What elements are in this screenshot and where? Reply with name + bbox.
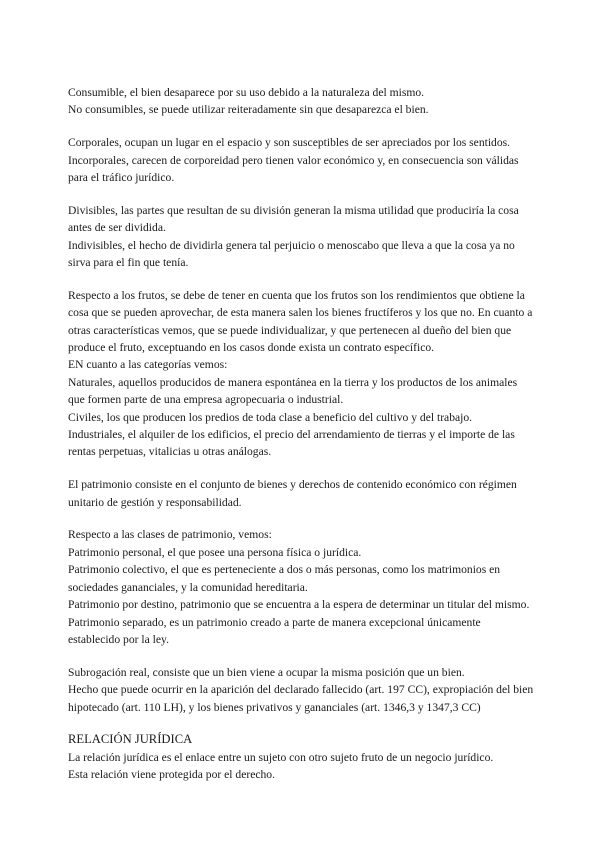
paragraph-hecho: Hecho que puede ocurrir en la aparición del declarado fallecido (art. 197 CC), expropiación del bien hipotecado (art. 110 LH), y los bienes privativos y gananciales (art. 1346,3 y 1347,3 CC) (68, 683, 534, 714)
consumable-goods-section (68, 84, 534, 119)
real-subrogation-section (68, 664, 534, 716)
patrimony-definition-section (68, 476, 534, 511)
paragraph-patrimonio-colectivo: Patrimonio colectivo, el que es perteneciente a dos o más personas, como los matrimonios en sociedades gananciales, y la comunidad hereditaria. (68, 563, 501, 594)
paragraph-proteccion: Esta relación viene protegida por el derecho. (68, 768, 275, 782)
paragraph-consumible: Consumible, el bien desaparece por su uso debido a la naturaleza del mismo. (68, 86, 425, 99)
paragraph-patrimonio-destino: Patrimonio por destino, patrimonio que se encuentra a la espera de determinar un titular del mismo. (68, 598, 530, 612)
paragraph-divisibles: Divisibles, las partes que resultan de su división generan la misma utilidad que produciría la cosa antes de ser dividida. (68, 203, 519, 235)
patrimony-classes-section (68, 526, 534, 648)
section-heading: RELACIÓN JURÍDICA (68, 732, 193, 747)
paragraph-civiles: Civiles, los que producen los predios de toda clase a beneficio del cultivo y del trabajo. (68, 410, 473, 424)
paragraph-frutos: Respecto a los frutos, se debe de tener en cuenta que los frutos son los rendimientos que obtiene la cosa que se pueden aprovechar, de esta manera salen los bienes fructíferos y los que no. En cuanto a otras características vemos, que se puede individualizar, y que pertenecen al dueño del bien que produce el fruto, exceptuando en los casos donde exista un contrato específico. (68, 288, 533, 355)
paragraph-patrimonio-personal: Patrimonio personal, el que posee una persona física o jurídica. (68, 545, 362, 559)
divisible-goods-section (68, 202, 534, 272)
paragraph-corporales: Corporales, ocupan un lugar en el espacio y son susceptibles de ser apreciados por los sentidos. (68, 136, 511, 150)
paragraph-subrogacion: Subrogación real, consiste que un bien viene a ocupar la misma posición que un bien. (68, 665, 465, 679)
paragraph-patrimonio-separado: Patrimonio separado, es un patrimonio creado a parte de manera excepcional únicamente establecido por la ley. (68, 615, 481, 646)
paragraph-incorporales: Incorporales, carecen de corporeidad pero tienen valor económico y, en consecuencia son válidas para el tráfico jurídico. (68, 153, 519, 185)
legal-relation-section (68, 731, 534, 783)
paragraph-naturales: Naturales, aquellos producidos de manera espontánea en la tierra y los productos de los animales que formen parte de una empresa agropecuaria o industrial. (68, 375, 518, 407)
paragraph-no-consumibles: No consumibles, se puede utilizar reiteradamente sin que desaparezca el bien. (68, 103, 429, 117)
paragraph-relacion-juridica: La relación jurídica es el enlace entre un sujeto con otro sujeto fruto de un negocio jurídico. (68, 750, 494, 764)
corporeal-goods-section (68, 134, 534, 186)
fruits-section (68, 287, 534, 461)
paragraph-indivisibles: Indivisibles, el hecho de dividirla genera tal perjuicio o menoscabo que lleva a que la cosa ya no sirva para el fin que tenía. (68, 238, 515, 270)
document-page (68, 84, 534, 799)
paragraph-clases-patrimonio: Respecto a las clases de patrimonio, vemos: (68, 528, 272, 542)
paragraph-categorias: EN cuanto a las categorías vemos: (68, 358, 228, 372)
paragraph-patrimonio: El patrimonio consiste en el conjunto de bienes y derechos de contenido económico con régimen unitario de gestión y responsabilidad. (68, 478, 517, 509)
paragraph-industriales: Industriales, el alquiler de los edificios, el precio del arrendamiento de tierras y el importe de las rentas perpetuas, vitalicias u otras análogas. (68, 428, 515, 459)
